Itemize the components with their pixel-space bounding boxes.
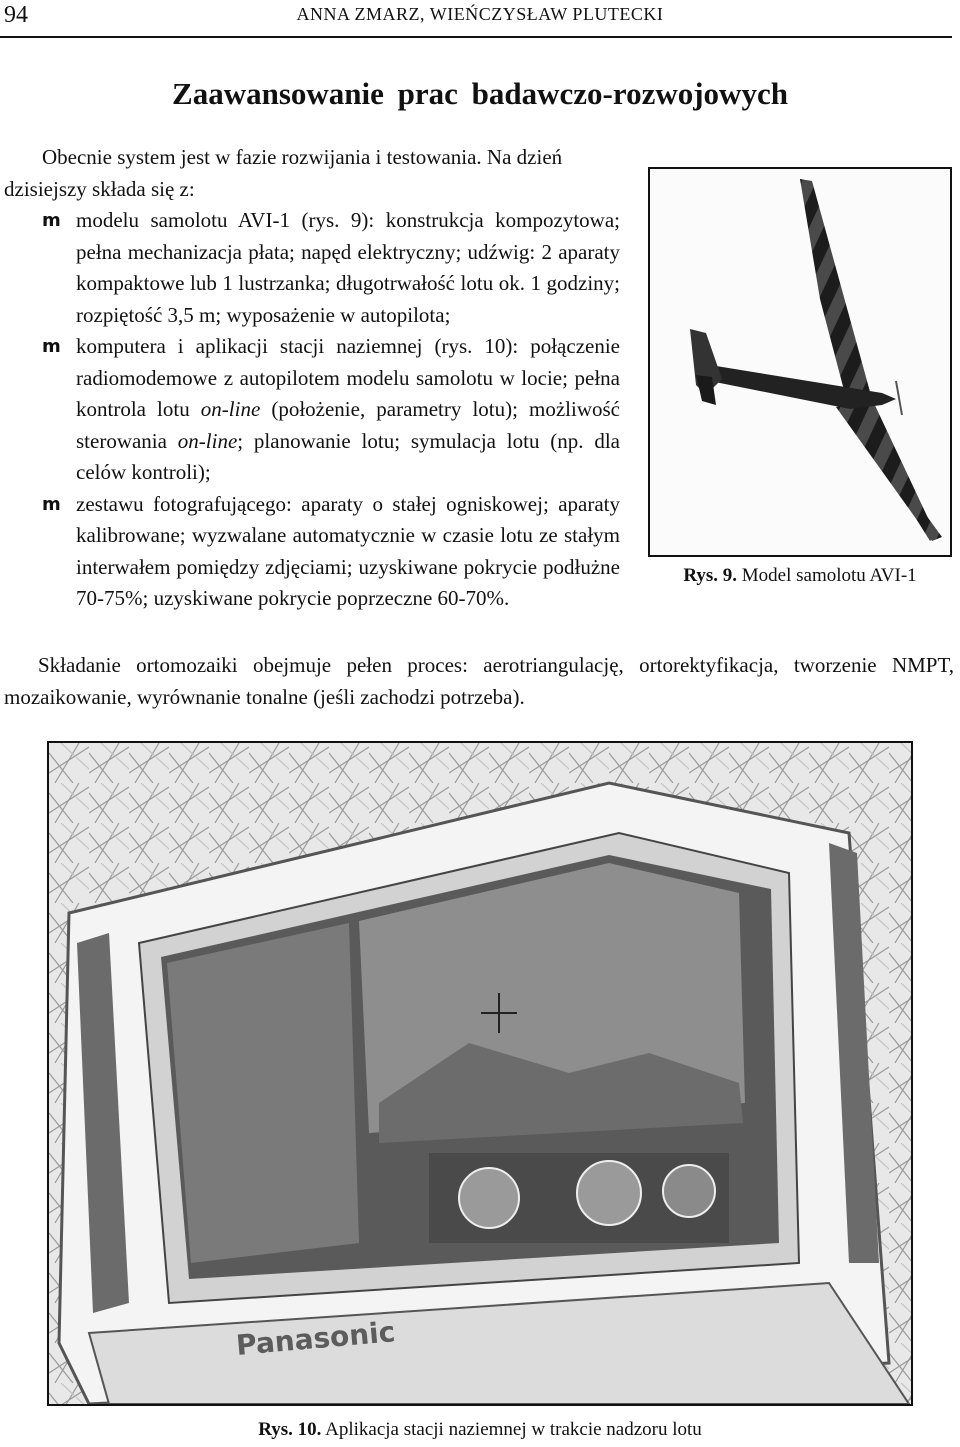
list-item-emphasis: on-line [177, 428, 238, 453]
list-item-text: zestawu fotografującego: aparaty o stałej ogniskowej; aparaty kalibrowane; wyzwalane automatycznie w czasie lotu ze stałym interwałem pomiędzy zdjęciami; uzyskiwane pokrycie podłużne 70-75%; uzyskiwane pokrycie poprzeczne 60-70%. [76, 491, 620, 610]
list-item-text: modelu samolotu AVI-1 (rys. 9): konstrukcja kompozytowa; pełna mechanizacja płata; napęd elektryczny; udźwig: 2 aparaty kompaktowe lub 1 lustrzanka; długotrwałość lotu ok. 1 godziny; rozpiętość 3,5 m; wyposażenie w autopilota; [76, 208, 620, 327]
running-head: ANNA ZMARZ, WIEŃCZYSŁAW PLUTECKI [296, 4, 664, 24]
page-number: 94 [4, 2, 28, 28]
list-item-text: komputera i aplikacji stacji naziemnej (rys. 10): połączenie radiomodemowe z autopilotem modelu samolotu w locie; pełna kontrola lotu [76, 334, 620, 421]
list-item-text: ; planowanie lotu; symulacja lotu (np. dla celów kontroli); [76, 428, 620, 484]
component-list [4, 205, 620, 615]
list-item [4, 205, 620, 331]
attitude-gauge [459, 1168, 519, 1228]
list-item [4, 331, 620, 489]
body-column [4, 142, 620, 615]
figure-9-photo [648, 167, 952, 557]
app-side-panel [167, 923, 359, 1263]
figure-9-caption [648, 565, 952, 587]
list-item-text: (położenie, parametry lotu); możliwość sterowania [76, 397, 620, 453]
laptop-illustration [49, 743, 911, 1404]
intro-paragraph: Obecnie system jest w fazie rozwijania i testowania. Na dzień dzisiejszy składa się z: [4, 145, 563, 201]
figure-10-caption-text: Aplikacja stacji naziemnej w trakcie nadzoru lotu [325, 1419, 702, 1440]
section-title: Zaawansowanie prac badawczo-rozwojowych [172, 76, 788, 111]
figure-9-caption-text: Model samolotu AVI-1 [741, 565, 917, 586]
list-item-emphasis: on-line [200, 397, 261, 421]
bullet-icon: m [42, 336, 61, 357]
heading-gauge [577, 1161, 641, 1225]
list-item [4, 489, 620, 615]
figure-10-photo [47, 741, 913, 1406]
bullet-icon: m [42, 210, 61, 231]
header-rule [0, 36, 952, 38]
laptop-brand-logo: Panasonic [234, 1315, 397, 1362]
bullet-icon: m [42, 493, 61, 515]
figure-10-label: Rys. 10. [258, 1419, 322, 1440]
figure-10-caption [0, 1419, 960, 1441]
glider-illustration [650, 169, 950, 555]
figure-9-label: Rys. 9. [683, 565, 738, 586]
closing-paragraph: Składanie ortomozaiki obejmuje pełen proces: aerotriangulację, ortorektyfikacja, tworzenie NMPT, mozaikowanie, wyrównanie tonalne (jeśli zachodzi potrzeba). [4, 653, 954, 709]
